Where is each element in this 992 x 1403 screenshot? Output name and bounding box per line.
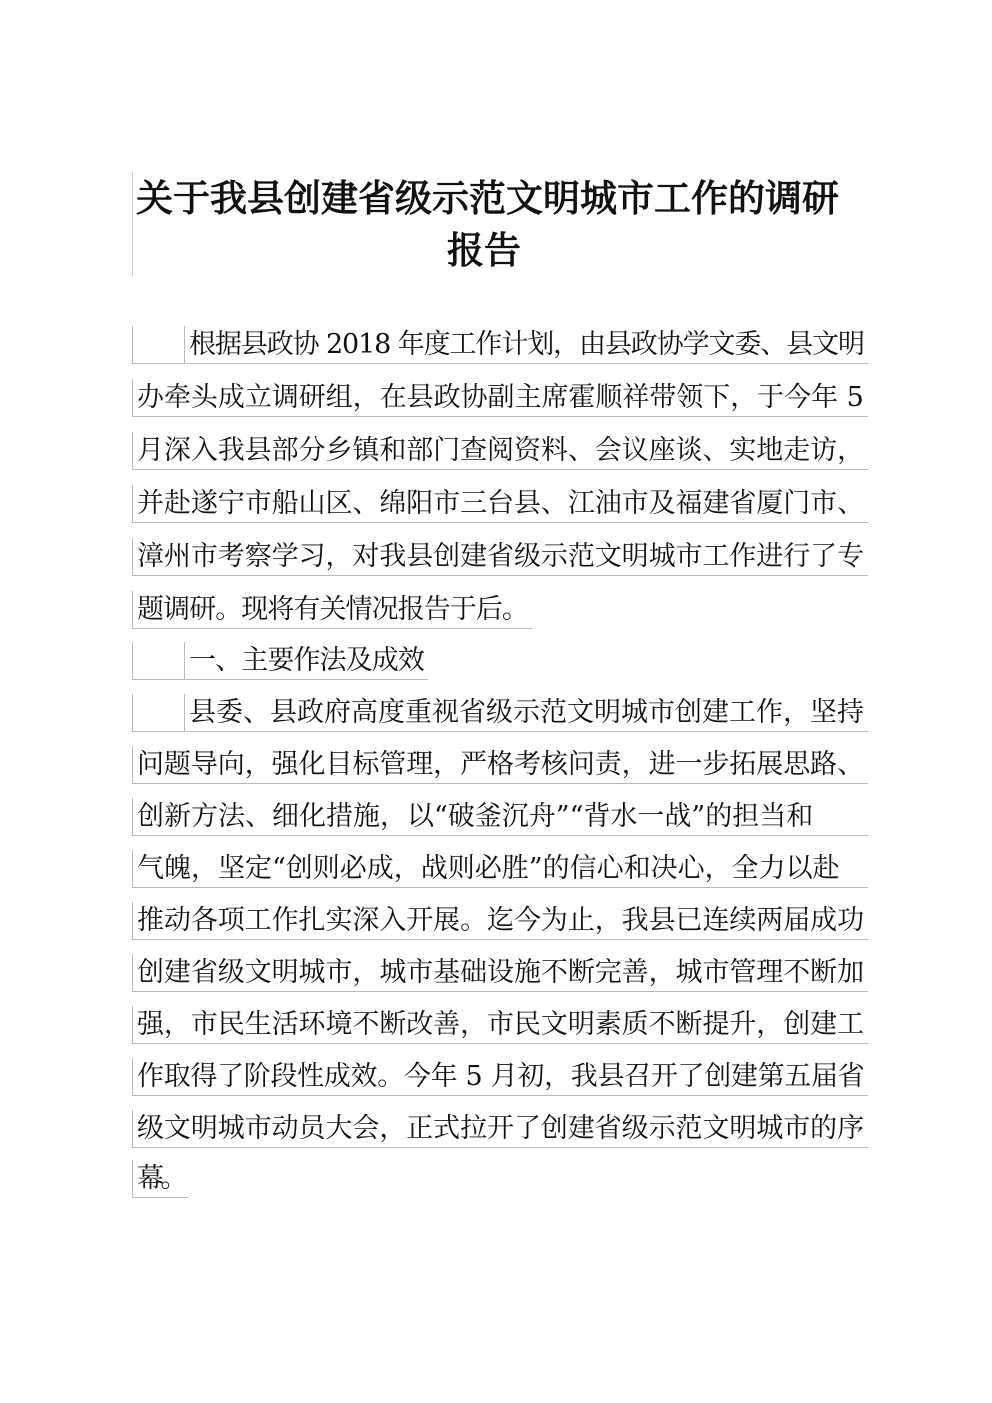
paragraph-2-line-7: 强，市民生活环境不断改善，市民文明素质不断提升，创建工 <box>132 1006 868 1044</box>
section-heading-1: 一、主要作法及成效 <box>132 642 428 680</box>
document-title-line-1: 关于我县创建省级示范文明城市工作的调研 <box>136 176 839 220</box>
paragraph-1-line-2: 办牵头成立调研组，在县政协副主席霍顺祥带领下，于今年 5 <box>132 379 868 417</box>
paragraph-2-line-2: 问题导向，强化目标管理，严格考核问责，进一步拓展思路、 <box>132 746 868 784</box>
document-title-line-2: 报告 <box>447 228 521 272</box>
paragraph-1-line-3: 月深入我县部分乡镇和部门查阅资料、会议座谈、实地走访， <box>132 432 868 470</box>
paragraph-2-line-5: 推动各项工作扎实深入开展。迄今为止，我县已连续两届成功 <box>132 902 868 940</box>
paragraph-1-line-1: 根据县政协 2018 年度工作计划，由县政协学文委、县文明 <box>132 326 868 364</box>
paragraph-2-line-8: 作取得了阶段性成效。今年 5 月初，我县召开了创建第五届省 <box>132 1058 868 1096</box>
paragraph-2-line-10: 幕。 <box>132 1160 188 1198</box>
paragraph-2-line-4: 气魄，坚定“创则必成，战则必胜”的信心和决心，全力以赴 <box>132 850 868 888</box>
paragraph-2-line-3: 创新方法、细化措施，以“破釜沉舟”“背水一战”的担当和 <box>132 798 868 836</box>
paragraph-1-line-4: 并赴遂宁市船山区、绵阳市三台县、江油市及福建省厦门市、 <box>132 485 868 523</box>
paragraph-2-line-9: 级文明城市动员大会，正式拉开了创建省级示范文明城市的序 <box>132 1110 868 1148</box>
paragraph-1-line-5: 漳州市考察学习，对我县创建省级示范文明城市工作进行了专 <box>132 538 868 576</box>
paragraph-1-line-6: 题调研。现将有关情况报告于后。 <box>132 591 532 629</box>
title-margin-line <box>132 172 133 276</box>
paragraph-2-line-6: 创建省级文明城市，城市基础设施不断完善，城市管理不断加 <box>132 954 868 992</box>
paragraph-2-line-1: 县委、县政府高度重视省级示范文明城市创建工作，坚持 <box>132 694 868 732</box>
